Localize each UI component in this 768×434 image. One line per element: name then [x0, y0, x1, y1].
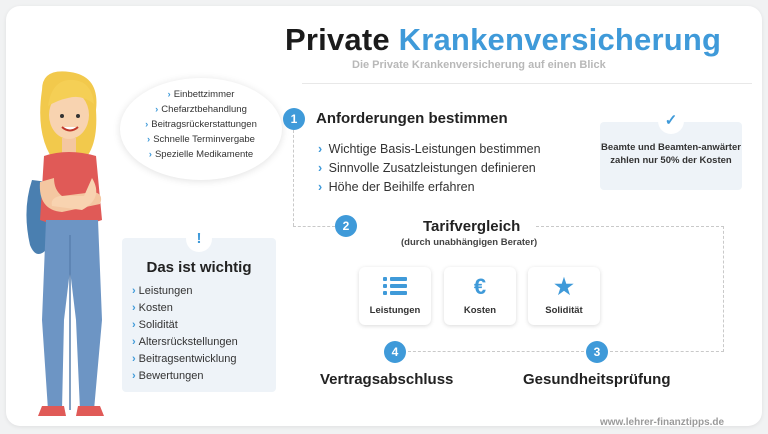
- important-item: › Kosten: [132, 302, 173, 314]
- divider: [302, 83, 752, 84]
- chevron-right-icon: ›: [147, 134, 151, 145]
- connector-2-3-h: [536, 226, 724, 227]
- important-item: › Leistungen: [132, 285, 193, 297]
- important-title: Das ist wichtig: [146, 259, 252, 276]
- requirement-item: › Wichtige Basis-Leistungen bestimmen: [318, 142, 541, 156]
- tile-leistungen: [359, 267, 431, 325]
- bubble-item: › Chefarztbehandlung: [155, 104, 247, 115]
- requirements-list: [318, 140, 541, 197]
- title-part-2: Krankenversicherung: [398, 22, 722, 57]
- chevron-right-icon: ›: [318, 161, 323, 175]
- step-1-title: Anforderungen bestimmen: [316, 110, 508, 127]
- important-box: [122, 230, 276, 392]
- tile-label: Solidität: [545, 305, 583, 316]
- chevron-right-icon: ›: [318, 142, 323, 156]
- chevron-right-icon: ›: [132, 285, 136, 297]
- step-2-title: Tarifvergleich: [423, 218, 521, 235]
- footer-url: www.lehrer-finanztipps.de: [600, 417, 725, 428]
- connector-1-2-h: [293, 226, 335, 227]
- tile-soliditaet: [528, 267, 600, 325]
- step-1-badge: 1: [283, 108, 305, 130]
- important-item: › Solidität: [132, 319, 178, 331]
- step-3-title: Gesundheitsprüfung: [523, 371, 671, 388]
- chevron-right-icon: ›: [155, 104, 159, 115]
- step-2-subtitle: (durch unabhängigen Berater): [401, 237, 538, 248]
- tile-kosten: [444, 267, 516, 325]
- important-item: › Bewertungen: [132, 370, 204, 382]
- important-item: › Beitragsentwicklung: [132, 353, 237, 365]
- connector-2-3-v: [723, 226, 724, 352]
- chevron-right-icon: ›: [145, 119, 149, 130]
- chevron-right-icon: ›: [148, 149, 152, 160]
- requirement-item: › Höhe der Beihilfe erfahren: [318, 180, 475, 194]
- checkmark-icon: ✓: [658, 108, 684, 134]
- bubble-item: › Einbettzimmer: [167, 89, 235, 100]
- bubble-item: › Schnelle Terminvergabe: [147, 134, 255, 145]
- chevron-right-icon: ›: [132, 370, 136, 382]
- bubble-item: › Beitragsrückerstattungen: [145, 119, 257, 130]
- important-item: › Altersrückstellungen: [132, 336, 238, 348]
- step-3-badge: 3: [586, 341, 608, 363]
- euro-icon: €: [473, 274, 487, 299]
- tile-label: Leistungen: [369, 305, 421, 316]
- step-2-badge: 2: [335, 215, 357, 237]
- page-subtitle: Die Private Krankenversicherung auf einen Blick: [352, 59, 606, 71]
- chevron-right-icon: ›: [132, 336, 136, 348]
- star-icon: ★: [554, 274, 574, 299]
- beamte-text: Beamte und Beamten-anwärter zahlen nur 50% der Kosten: [601, 142, 741, 166]
- step-4-badge: 4: [384, 341, 406, 363]
- bubble-item: › Spezielle Medikamente: [148, 149, 254, 160]
- chevron-right-icon: ›: [132, 319, 136, 331]
- list-icon: [359, 275, 431, 302]
- connector-1-2: [293, 130, 294, 226]
- student-illustration: [22, 70, 122, 420]
- page-title: [285, 22, 721, 58]
- connector-3-right: [610, 351, 724, 352]
- chevron-right-icon: ›: [132, 353, 136, 365]
- title-part-1: Private: [285, 22, 390, 57]
- requirement-item: › Sinnvolle Zusatzleistungen definieren: [318, 161, 536, 175]
- chevron-right-icon: ›: [132, 302, 136, 314]
- chevron-right-icon: ›: [167, 89, 171, 100]
- step-4-title: Vertragsabschluss: [320, 371, 454, 388]
- chevron-right-icon: ›: [318, 180, 323, 194]
- beamte-note: [600, 112, 742, 190]
- exclamation-icon: !: [188, 228, 210, 250]
- connector-3-4: [408, 351, 584, 352]
- tile-label: Kosten: [463, 305, 497, 316]
- benefits-bubble: [120, 78, 282, 180]
